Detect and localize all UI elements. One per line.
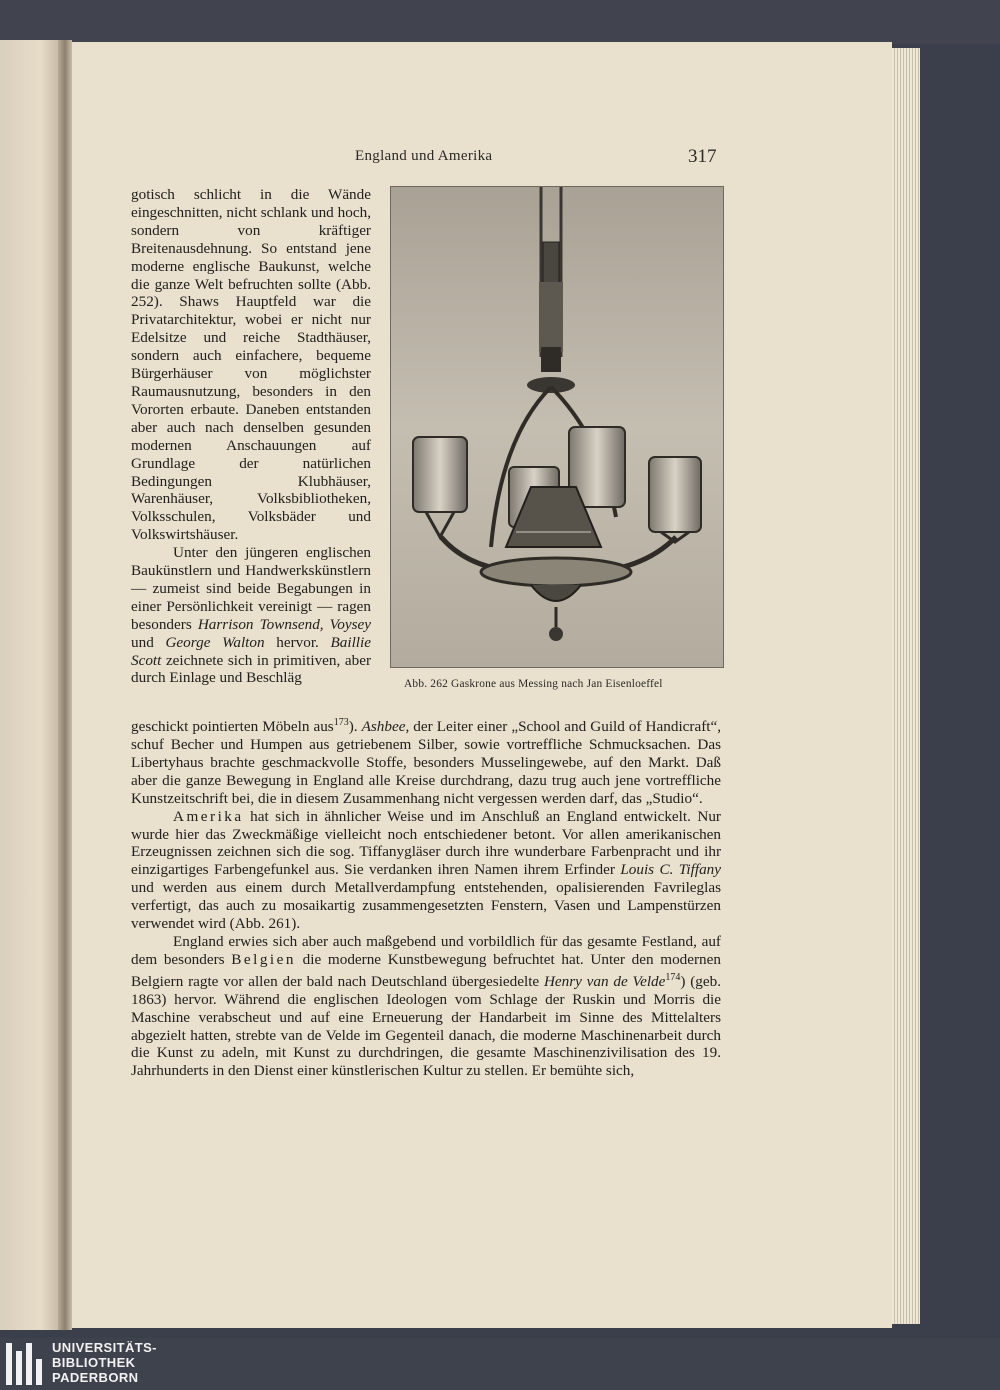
figure-caption: Abb. 262 Gaskrone aus Messing nach Jan Eisenloeffel xyxy=(404,678,663,690)
library-name: UNIVERSITÄTS- BIBLIOTHEK PADERBORN xyxy=(52,1340,157,1385)
narrow-text-column xyxy=(131,186,371,687)
paragraph-3: Amerika hat sich in ähnlicher Weise und im Anschluß an England entwickelt. Nur wurde hier das Zweckmäßige vielleicht noch entschiedener betont. Vor allen amerikanischen Erzeugnissen zeichnen sich die sog. Tiffanygläser durch ihre wunderbare Farbenpracht und ihr einzigartiges Farbengefunkel aus. Sie verdanken ihren Namen ihrem Erfinder Louis C. Tiffany und werden aus einem durch Metallverdampfung entstehenden, opalisierenden Favrileglas verfertigt, das auch zu mosaikartig zusammengesetzten Fenstern, Vasen und Lampenstürzen verwendet wird (Abb. 261). xyxy=(131,807,722,933)
book-gutter xyxy=(58,40,72,1330)
paragraph-2-continued: geschickt pointierten Möbeln aus$^{173}$). Ashbee, der Leiter einer „School and Guild of Handicraft“, schuf Becher und Humpen aus getriebenem Silber, sowie vortreffliche Schmucksachen. Das Libertyhaus brachte geschmackvolle Stoffe, besonders Musselingewebe, auf den Markt. Daß aber die ganze Bewegung in England alle Kreise durchdrang, dazu trug auch jene vortreffliche Kunstzeitschrift bei, die in diesem Zusammenhang nicht vergessen werden darf, das „Studio“. xyxy=(131,717,722,807)
chandelier-icon xyxy=(391,187,723,667)
left-page-edge xyxy=(0,40,58,1330)
running-header: England und Amerika xyxy=(355,148,493,164)
page-number: 317 xyxy=(688,146,717,167)
figure-chandelier-photo xyxy=(390,186,724,668)
paragraph-4: England erwies sich aber auch maßgebend und vorbildlich für das gesamte Festland, auf dem besonders Belgien die moderne Kunstbewegung befruchtet hat. Unter den modernen Belgiern ragte vor allen der bald nach Deutschland übergesiedelte Henry van de Velde$^{174}$) (geb. 1863) hervor. Während die englischen Ideologen vom Schlage der Ruskin und Morris die Maschine verabscheut und auf eine Erneuerung der Handarbeit im Sinne des Mittelalters abgezielt hatten, strebte van de Velde im Gegenteil danach, die moderne Maschinenarbeit durch die Kunst zu adeln, mit Kunst zu durchdringen, die gesamte Maschinenzivilisation des 19. Jahrhunderts in den Dienst einer künstlerischen Kultur zu stellen. Er bemühte sich, xyxy=(131,932,722,1080)
paragraph-2: Unter den jüngeren englischen Baukünstlern und Handwerkskünstlern — zumeist sind beide Begabungen in einer Persönlichkeit vereinigt — ragen besonders Harrison Townsend, Voysey und George Walton hervor. Baillie Scott zeichnete sich in primitiven, aber durch Einlage und Beschläg xyxy=(131,544,371,687)
scan-top-border xyxy=(0,0,1000,44)
paragraph-1: gotisch schlicht in die Wände eingeschnitten, nicht schlank und hoch, sondern von kräftiger Breitenausdehnung. So entstand jene moderne englische Baukunst, welche die ganze Welt befruchten sollte (Abb. 252). Shaws Hauptfeld war die Privatarchitektur, wobei er nicht nur Edelsitze und reiche Stadthäuser, sondern auch einfachere, bequeme Bürgerhäuser von möglichster Raumausnutzung, besonders in den Vororten erbaute. Daneben entstanden aber auch nach denselben gesunden modernen Anschauungen auf Grundlage der natürlichen Bedingungen Klubhäuser, Warenhäuser, Volksbibliotheken, Volksschulen, Volksbäder und Volkswirtshäuser. xyxy=(131,186,371,544)
library-logo-icon xyxy=(4,1341,44,1387)
main-text-column xyxy=(131,714,721,1080)
